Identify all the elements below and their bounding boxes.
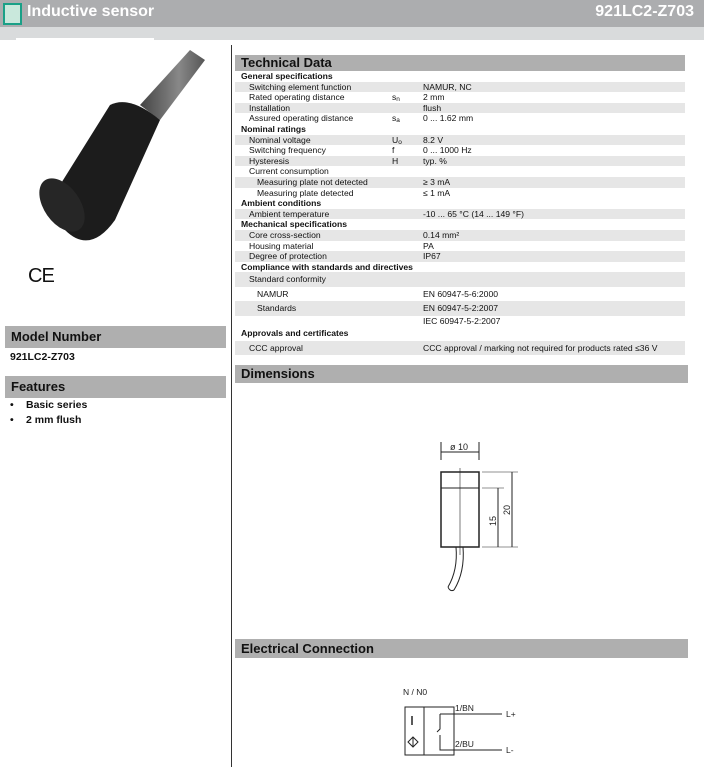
- spec-category: General specifications: [241, 71, 333, 81]
- spec-value: EN 60947-5-6:2000: [423, 288, 499, 299]
- spec-value: 8.2 V: [423, 134, 444, 145]
- spec-value: EN 60947-5-2:2007: [423, 303, 499, 314]
- spec-label: Switching frequency: [249, 145, 326, 156]
- spec-label: Standards: [257, 303, 297, 314]
- spec-value: ≤ 1 mA: [423, 187, 451, 198]
- spec-label: CCC approval: [249, 342, 303, 353]
- ce-mark: CE: [28, 265, 54, 287]
- header-bar: [0, 0, 704, 27]
- spec-label: Switching element function: [249, 81, 352, 92]
- spec-label: NAMUR: [257, 288, 289, 299]
- spec-symbol: $s_n$: [392, 92, 400, 104]
- header-model: 921LC2-Z703: [595, 3, 694, 20]
- spec-category: Mechanical specifications: [241, 219, 348, 230]
- spec-row: [235, 135, 685, 146]
- spec-symbol: f: [392, 145, 395, 156]
- technical-data-heading: Technical Data: [235, 55, 685, 71]
- model-number: 921LC2-Z703: [10, 351, 75, 363]
- column-divider: [231, 45, 232, 767]
- spec-row: [235, 251, 685, 262]
- spec-value: CCC approval / marking not required for products rated ≤36 V: [423, 342, 658, 353]
- spec-value: -10 ... 65 °C (14 ... 149 °F): [423, 208, 524, 219]
- spec-row: [235, 188, 685, 199]
- spec-value: ≥ 3 mA: [423, 176, 451, 187]
- spec-label: Measuring plate detected: [257, 187, 354, 198]
- spec-row: [235, 287, 685, 302]
- spec-row: [235, 145, 685, 156]
- switch-type-label: N / N0: [403, 687, 428, 697]
- electrical-connection-heading: Electrical Connection: [235, 639, 688, 658]
- spec-label: Nominal voltage: [249, 134, 311, 145]
- spec-value: IEC 60947-5-2:2007: [423, 315, 501, 326]
- terminal-minus-label: L-: [506, 745, 514, 755]
- spec-category: Ambient conditions: [241, 198, 322, 209]
- spec-value: flush: [423, 102, 442, 113]
- spec-row: [235, 82, 685, 93]
- spec-row: [235, 113, 685, 124]
- spec-category: Approvals and certificates: [241, 328, 349, 339]
- dimensions-heading: Dimensions: [235, 365, 688, 383]
- spec-value: 2 mm: [423, 92, 445, 103]
- spec-symbol: $s_a$: [392, 113, 400, 125]
- diameter-label: ø 10: [450, 442, 469, 452]
- spec-symbol: $U_o$: [392, 134, 402, 146]
- spec-value: 0 ... 1000 Hz: [423, 145, 472, 156]
- feature-text: 2 mm flush: [26, 414, 82, 426]
- wire2-label: 2/BU: [455, 739, 474, 749]
- length-20-label: 20: [502, 504, 512, 515]
- model-number-heading: Model Number: [5, 326, 226, 348]
- spec-value: IP67: [423, 251, 441, 262]
- page-title: Inductive sensor: [27, 3, 155, 20]
- spec-label: Measuring plate not detected: [257, 176, 368, 187]
- spec-row: [235, 341, 685, 356]
- spec-label: Core cross-section: [249, 229, 321, 240]
- divider: [16, 38, 154, 41]
- spec-value: 0.14 mm²: [423, 229, 460, 240]
- spec-label: Hysteresis: [249, 155, 290, 166]
- feature-text: Basic series: [26, 399, 88, 411]
- product-photo: [20, 45, 210, 245]
- wiring-diagram: [380, 680, 560, 767]
- spec-symbol: H: [392, 155, 399, 166]
- spec-value: PA: [423, 240, 434, 251]
- spec-label: Rated operating distance: [249, 92, 345, 103]
- feature-item: • Basic series: [10, 399, 88, 411]
- feature-item: • 2 mm flush: [10, 414, 82, 426]
- spec-label: Degree of protection: [249, 251, 327, 262]
- wire1-label: 1/BN: [455, 703, 474, 713]
- brand-logo-icon: [3, 3, 22, 25]
- spec-row: [235, 301, 685, 316]
- spec-label: Current consumption: [249, 166, 329, 177]
- spec-row: [235, 230, 685, 241]
- spec-row: [235, 241, 685, 252]
- spec-value: NAMUR, NC: [423, 81, 472, 92]
- technical-data-table: [235, 71, 685, 355]
- terminal-plus-label: L+: [506, 709, 516, 719]
- spec-row: [235, 92, 685, 103]
- spec-label: Assured operating distance: [249, 113, 354, 124]
- spec-row: [235, 272, 685, 287]
- spec-label: Installation: [249, 102, 291, 113]
- spec-row: [235, 316, 685, 327]
- spec-value: 0 ... 1.62 mm: [423, 113, 474, 124]
- spec-row: [235, 177, 685, 188]
- spec-row: [235, 166, 685, 177]
- spec-label: Standard conformity: [249, 274, 326, 285]
- spec-label: Ambient temperature: [249, 208, 330, 219]
- spec-row: [235, 103, 685, 114]
- spec-category: Compliance with standards and directives: [241, 261, 413, 272]
- spec-row: [235, 156, 685, 167]
- spec-category: Nominal ratings: [241, 123, 306, 134]
- features-heading: Features: [5, 376, 226, 398]
- dimension-drawing: [410, 430, 530, 600]
- length-15-label: 15: [488, 515, 498, 526]
- spec-label: Housing material: [249, 240, 314, 251]
- spec-value: typ. %: [423, 155, 447, 166]
- spec-row: [235, 209, 685, 220]
